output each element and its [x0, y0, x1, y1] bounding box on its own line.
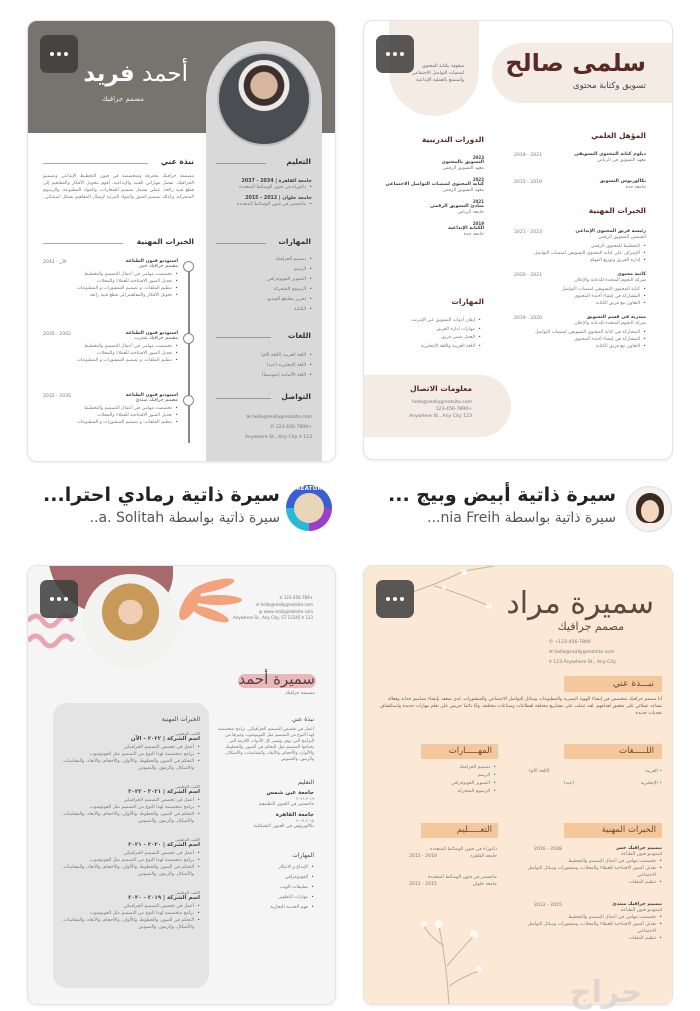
- floral-branch-decoration: [419, 906, 489, 1005]
- resume-name: سلمى صالح: [505, 49, 646, 77]
- bullet: • تنظيم الملفات، و تصميم المنشورات و المطبوعات: [43, 285, 178, 292]
- place: شركة النجوم المتحدة للدعاية والإعلان: [574, 321, 646, 326]
- skills-list: [210, 255, 312, 315]
- text: • أعمل في تخصص التصميم الجرافيكي: [60, 850, 200, 857]
- creator-badge-label: CREATORS: [291, 486, 327, 492]
- address: [210, 433, 312, 443]
- text: اسم الشركة | ٢٠١٩ - ٢٠٢٠: [128, 895, 200, 901]
- place: معهد التسويق في الرياض: [597, 158, 646, 163]
- template-author[interactable]: سيرة ذاتية بواسطة nia Freih...: [427, 510, 616, 526]
- experience-list: [514, 229, 646, 350]
- skill: • إتقان أدوات التسويق عبر الإنترنت: [369, 317, 481, 326]
- title: متدربة في قسم التسويق: [586, 315, 646, 320]
- skill: • تحرير مقاطع الفيديو: [210, 295, 312, 305]
- text: • برامج متخصصة لهذا النوع من التصميم مثل الفوتوشوب: [60, 910, 200, 917]
- skill: • الرسوم المتحركة: [210, 285, 312, 295]
- skills-heading: المهارات: [292, 852, 314, 859]
- skill: • التصوير الفوتوغرافي: [210, 275, 312, 285]
- text: • التحكم في الصور، والخطوط، والألوان، والأحجام، والأبعاد، والمقاسات، والأشكال، والرموز، والنصوص: [60, 811, 200, 825]
- experience-item: [60, 890, 200, 931]
- text: • برامج متخصصة لهذا النوع من التصميم مثل الفوتوشوب: [60, 751, 200, 758]
- experience-item: [43, 259, 178, 299]
- text: hello@reallygreatsite.com: [251, 415, 312, 420]
- about-text: مصممة جرافيك محترفة ومتخصصة في فنون التخطيط الإبداعي وتصميم الجرافيك. بفضل مهاراتي الفنية والإبداعية، أقوم بتحويل الأفكار والمفاهيم إلى قطع فنية رائعة. عملي يشمل تصميم الشعارات، والمواد المطبوعة، والرسوم المتحركة، وكذلك تصميم الصور والمواد المرئية لإيصال المفاهيم بشكل استثنائي.: [43, 174, 194, 200]
- experience-heading: الخبرات المهنية: [136, 237, 194, 246]
- role: مصمم جرافيك مبتدئ: [135, 398, 178, 403]
- bullet: • تخصصت مهامي في أعمال التصميم والتخطيط: [43, 271, 178, 278]
- courses-heading: الدورات التدريبية: [421, 135, 484, 144]
- text: hello@reallygreatsite.com: [554, 650, 615, 655]
- text: استوديو فنون الطباعة: [620, 908, 662, 913]
- text: • تعديل الصور الافتتاحية للعملاء والمجلات، ومنشورات وسائل التواصل الاجتماعي: [514, 865, 662, 879]
- title: دبلوم كتابة المحتوى التسويقي: [574, 152, 646, 157]
- text: • برامج متخصصة لهذا النوع من التصميم مثل الفوتوشوب: [60, 804, 200, 811]
- language: • اللغة الإنجليزية (جيد): [210, 361, 312, 371]
- skills-list: [404, 764, 496, 796]
- contact-list: [384, 399, 472, 420]
- text: • التصوير الفوتوغرافي: [404, 780, 496, 788]
- text: 123 Anywhere St., Any City: [553, 660, 617, 665]
- divider: [216, 163, 266, 164]
- text: اللقب الوظيفي: [174, 890, 200, 895]
- skills-heading: المهـــــارات: [421, 744, 498, 759]
- text: 2021: [472, 199, 484, 204]
- degree: • دكتوراه في فنون الوسائط المتعددة: [210, 184, 312, 191]
- template-title[interactable]: سيرة ذاتية رمادي احترا...: [43, 484, 280, 506]
- email: hello@reallygreatsite.com: [411, 400, 472, 405]
- text: 2015 - 2012: [534, 903, 562, 908]
- degree: ماجستير في فنون الوسائط المتعددة: [427, 875, 497, 880]
- text: جامعة حلوان: [472, 882, 497, 887]
- text: 123 Anywhere St., Any City: [244, 435, 312, 440]
- resume-job: مصمم جرافيك: [557, 620, 624, 633]
- bullet: • الإشراف على كتابة المحتوى التسويقي لمنصات التواصل: [526, 250, 646, 257]
- language: • اللغة العربية (اللغة الأم): [210, 351, 312, 361]
- phone-icon: ✆: [270, 425, 275, 430]
- place: جامعة جدة: [625, 185, 646, 190]
- text: (جيد): [563, 781, 574, 786]
- school: جامعة القاهرة | 2034 - 2037: [241, 179, 312, 184]
- phone: [210, 423, 312, 433]
- contact-heading: معلومات الاتصال: [410, 384, 472, 393]
- skills-list: [218, 863, 314, 913]
- education-heading: التعليم: [298, 779, 314, 786]
- course: [374, 177, 484, 194]
- text: العربية: [645, 769, 658, 774]
- skills-heading: المهارات: [451, 297, 484, 306]
- email: [218, 601, 313, 608]
- dates: ٢٠١٩-٢٠٢١: [296, 796, 314, 801]
- text: 2019: [472, 221, 484, 226]
- education-heading: التعـــــليم: [421, 823, 498, 838]
- contact-list: [210, 413, 312, 443]
- text: • الفوتوغرافي: [218, 873, 314, 883]
- experience-item: [43, 393, 178, 426]
- bullet: • التعاون مع فريق الكتابة: [526, 300, 646, 307]
- text: • التحكم في الصور، والخطوط، والألوان، والأحجام، والأبعاد، والمقاسات، والأشكال، والرموز، والنصوص: [60, 864, 200, 878]
- text: اسم الشركة | ٢٠٢٢ - الآن: [130, 736, 200, 742]
- dates: 2042 - الآن: [43, 260, 67, 265]
- education-heading: المؤهل العلمي: [591, 131, 646, 140]
- school-dates: [409, 853, 497, 860]
- text: www.reallygreatsite.com: [263, 609, 313, 614]
- text: • فهم الخدمة التجارية: [218, 903, 314, 913]
- title: كاتبة محتوى: [617, 272, 646, 277]
- skill: • تصميم الجرافيك: [210, 255, 312, 265]
- resume-job: مصمم جرافيك: [101, 95, 144, 103]
- caption-grey-resume[interactable]: [43, 484, 280, 526]
- text: التسويق بالمحتوى: [441, 160, 484, 165]
- experience-heading: الخبرات المهنية: [588, 206, 646, 215]
- mail-icon: ✉: [246, 415, 251, 420]
- text: • تطبيقات الويب: [218, 883, 314, 893]
- text: • تعديل الصور الافتتاحية للعملاء والمجلات، ومنشورات وسائل التواصل الاجتماعي: [514, 921, 662, 935]
- about-heading: نبذة عني: [160, 157, 194, 166]
- about-heading: نبذة عني: [291, 716, 314, 723]
- text: • الإبداع و الابتكار: [218, 863, 314, 873]
- experience-item: [514, 846, 662, 886]
- resume-job: تسويق وكتابة محتوى: [572, 81, 646, 91]
- title: رئيسة فريق المحتوى الإبداعي: [575, 229, 646, 234]
- experience-item: [514, 272, 646, 307]
- text: • الرسوم المتحركة: [404, 788, 496, 796]
- role: مصمم جرافيك خبير: [139, 264, 178, 269]
- text: اسم الشركة | ٢٠٢١ - ٢٠٢٢: [128, 789, 200, 795]
- text: • أعمل في تخصص التصميم الجرافيكي: [60, 797, 200, 804]
- experience-item: [514, 229, 646, 264]
- contact-heading: التواصل: [281, 392, 311, 401]
- education-list: [210, 179, 312, 208]
- phone-icon: ✆: [549, 640, 553, 645]
- text: معهد التسويق الرقمي: [442, 166, 484, 171]
- text: 2015 - 2012: [409, 882, 437, 887]
- divider: [43, 243, 123, 244]
- text: اللقب الوظيفي: [174, 731, 200, 736]
- resume-job: مصممة جرافيك: [285, 691, 315, 696]
- creator-avatar-illustration[interactable]: [626, 486, 672, 532]
- company: استوديو فنون الطباعة: [125, 259, 178, 264]
- education-list: [514, 152, 646, 201]
- bullet: • تعديل الصور الافتتاحية للعملاء والمجلات: [43, 412, 178, 419]
- text: 2022: [472, 177, 484, 182]
- title: بكالوريوس التسويق: [599, 179, 646, 184]
- resume-name: سميرة أحمد: [238, 670, 315, 688]
- text: جامعة الرياض: [457, 210, 484, 215]
- profile-photo: [83, 574, 178, 669]
- languages-list: [210, 351, 312, 381]
- text: جامعة جدة: [463, 232, 484, 237]
- dates: 2042 - 2035: [43, 332, 71, 337]
- text: +123-456-7890: [275, 425, 312, 430]
- text: • مهارات التطوير: [218, 893, 314, 903]
- text: الكتابة الإبداعية: [448, 226, 484, 231]
- divider: [43, 163, 148, 164]
- divider: [216, 243, 266, 244]
- experience-item: [514, 315, 646, 350]
- about-heading: نبـــذة عني: [564, 676, 662, 692]
- website: [218, 608, 313, 615]
- timeline-dot: [183, 333, 194, 344]
- text: +123-456-789: [283, 595, 313, 600]
- skill: • الرسم: [210, 265, 312, 275]
- company: استوديو فنون الطباعة: [125, 393, 178, 398]
- bullet: • إدارة الفريق وتوزيع المهام: [526, 257, 646, 264]
- text: استوديو فنون الطباعة: [620, 852, 662, 857]
- mail-icon: ✉: [256, 602, 260, 607]
- education-list: [409, 846, 497, 888]
- bullet: • تنظيم الملفات، و تصميم المنشورات و المطبوعات: [43, 357, 178, 364]
- skills-list: [369, 317, 481, 351]
- place: شركة النجوم المتحدة للدعاية والإعلان: [574, 278, 646, 283]
- text: • الرسم: [404, 772, 496, 780]
- email: [549, 648, 659, 658]
- dates: ٢٠١٥-٢٠١٩: [296, 818, 314, 823]
- phone: [549, 638, 659, 648]
- text: جامعة القاهرة: [470, 854, 497, 859]
- text: • تخصصت مهامي في أعمال التصميم والتخطيط: [514, 858, 662, 865]
- resume-name: سميرة مراد: [506, 586, 654, 621]
- bullets: [43, 343, 178, 364]
- languages-heading: اللغات: [287, 331, 311, 340]
- text: 2018 - 2015: [409, 854, 437, 859]
- text: كتابة المحتوى لمنصات التواصل الاجتماعي: [385, 182, 484, 187]
- skills-heading: المهارات: [278, 237, 311, 246]
- right-column: [218, 716, 314, 913]
- location-pin-icon: ⌾: [301, 615, 305, 620]
- contact-list: [218, 594, 313, 621]
- divider: [216, 398, 271, 399]
- degree: ماجستير في الفنون التطبيقية: [258, 802, 314, 807]
- bullet: • التخطيط للمحتوى الرقمي: [526, 243, 646, 250]
- text: اللقب الوظيفي: [174, 837, 200, 842]
- name-last: فريد: [83, 61, 135, 87]
- more-options-button[interactable]: [40, 35, 78, 73]
- bullet: • تعديل الصور الافتتاحية للعملاء والمجلات: [43, 278, 178, 285]
- phone: [218, 594, 313, 601]
- skill: • اللغة العربية واللغة الإنجليزية: [369, 343, 481, 352]
- company: استوديو فنون الطباعة: [125, 331, 178, 336]
- bullet: • تخصصت مهامي في أعمال التصميم والتخطيط: [43, 405, 178, 412]
- dates: 2015 - 2019: [514, 180, 542, 185]
- text: اللقب الوظيفي: [174, 784, 200, 789]
- divider: [216, 337, 271, 338]
- text: الإنجليزية: [640, 781, 658, 786]
- text: • تنظيم الملفات: [514, 935, 662, 942]
- dates: 2019 - 2021: [514, 153, 542, 158]
- course: [374, 199, 484, 216]
- skill: • الكتابة: [210, 305, 312, 315]
- more-options-button[interactable]: [40, 580, 78, 618]
- text: • أعمل في تخصص التصميم الجرافيكي: [60, 744, 200, 751]
- template-card-samira-murad-resume[interactable]: [363, 565, 673, 1005]
- language: • اللغة الألمانية (متوسط): [210, 371, 312, 381]
- languages-heading: اللـــــغات: [564, 744, 662, 759]
- text: 2023: [472, 155, 484, 160]
- role: مصمم جرافيك متدرب: [134, 336, 178, 341]
- text: +123-456-7890: [554, 640, 591, 645]
- experience-item: [60, 731, 200, 772]
- template-title[interactable]: سيرة ذاتية أبيض وبيج ...: [388, 484, 616, 506]
- location-pin-icon: ⌾: [298, 435, 302, 440]
- text: 123 Anywhere St., Any City, ST 12345: [233, 615, 313, 620]
- language: • الإنجليزية (جيد): [529, 778, 662, 790]
- address: 123 Anywhere St., Any City: [409, 414, 472, 419]
- school: جامعة عين شمس: [266, 790, 314, 796]
- location-pin-icon: ⌾: [549, 660, 552, 665]
- intro-line: شغوفة بكتابة المحتوى: [421, 64, 464, 69]
- dates: 2035 - 2032: [43, 394, 71, 399]
- text: 2038 - 2016: [534, 847, 562, 852]
- address: [549, 658, 659, 668]
- bullet: • المشاركة في إنشاء أجندة المحتوى: [526, 293, 646, 300]
- experience-list: [514, 846, 662, 942]
- experience-item: [60, 837, 200, 878]
- text: • التحكم في الصور، والخطوط، والألوان، والأحجام، والأبعاد، والمقاسات، والأشكال، والرموز، والنصوص: [60, 917, 200, 931]
- school: جامعة القاهرة: [275, 812, 314, 818]
- phone: +123-456-7890: [435, 407, 472, 412]
- text: • التحكم في الصور، والخطوط، والألوان، والأحجام، والأبعاد، والمقاسات، والأشكال، والرموز، والنصوص: [60, 758, 200, 772]
- timeline-dot: [183, 261, 194, 272]
- dates: 2020 - 2021: [514, 273, 542, 278]
- school: جامعة حلوان | 2012 - 2015: [245, 196, 312, 201]
- bullet: • تنظيم الملفات، و تصميم المنشورات و المطبوعات: [43, 419, 178, 426]
- about-text: أعمل في تخصص التصميم الجرافيكي، برامج متخصصة لهذا النوع من التصميم مثل الفوتوشوب وغيرها من البرامج التي توفر وتيسر كل الأدوات اللازمة التي يحتاجها المصمم مثل التحكم في الصور، والخطوط، والألوان، والأحجام، والأبعاد، والمقاسات، والأشكال، والرموز، والنصوص: [218, 727, 314, 762]
- bullets: [43, 271, 178, 299]
- intro-line: وأستمتع بالعملية الإبداعية: [416, 78, 464, 83]
- bullet: • كتابة المحتوى التسويقي لمنصات التواصل: [526, 286, 646, 293]
- skill: • مهارات إدارة الفريق: [369, 326, 481, 335]
- name-first: أحمد: [142, 61, 188, 87]
- bullet: • المشاركة في كتابة المحتوى التسويقي لمنصات التواصل: [526, 329, 646, 336]
- template-card-samira-ahmed-resume[interactable]: [27, 565, 336, 1005]
- text: • تصميم الجرافيك: [404, 764, 496, 772]
- bullets: [43, 405, 178, 426]
- creator-avatar-canvassador[interactable]: [286, 485, 332, 531]
- watermark-logo: حراج: [570, 975, 643, 1010]
- text: hello@reallygreatsite.com: [260, 602, 313, 607]
- timeline-line: [188, 265, 190, 443]
- template-card-grey-resume[interactable]: [27, 20, 336, 462]
- course: [374, 221, 484, 238]
- text: • برامج متخصصة لهذا النوع من التصميم مثل الفوتوشوب: [60, 857, 200, 864]
- courses-list: [374, 155, 484, 238]
- more-options-button[interactable]: [376, 580, 414, 618]
- caption-white-beige-resume[interactable]: [388, 484, 616, 526]
- experience-heading: الخبرات المهنية: [564, 823, 662, 838]
- address: [218, 615, 313, 621]
- experience-heading: الخبرات المهنية: [161, 716, 200, 723]
- experience-item: [514, 902, 662, 942]
- text: (اللغة الأم): [529, 769, 550, 774]
- globe-icon: ◍: [258, 609, 263, 614]
- email: [210, 413, 312, 423]
- template-author[interactable]: سيرة ذاتية بواسطة a. Solitah..: [89, 510, 280, 526]
- skill: • العمل ضمن فريق: [369, 334, 481, 343]
- languages-list: [529, 766, 662, 790]
- timeline-dot: [183, 395, 194, 406]
- bullet: • المشاركة في إنشاء أجندة المحتوى: [526, 336, 646, 343]
- school-dates: [409, 881, 497, 888]
- text: • تنظيم الملفات: [514, 879, 662, 886]
- bullet: • تحويل الأفكار والمفاهيم إلى قطع فنية رائعة: [43, 292, 178, 299]
- phone-icon: ✆: [279, 595, 283, 600]
- bullet: • التعاون مع فريق الكتابة: [526, 343, 646, 350]
- degree: بكالوريوس في الفنون التشكيلية: [253, 824, 314, 829]
- text: اسم الشركة | ٢٠٢٠ - ٢٠٢١: [128, 842, 200, 848]
- dates: 2019 - 2020: [514, 316, 542, 321]
- language: • العربية (اللغة الأم): [529, 766, 662, 778]
- bullet: • تعديل الصور الافتتاحية للعملاء والمجلات: [43, 350, 178, 357]
- degree: دكتوراه في فنون الوسائط المتعددة: [430, 847, 497, 852]
- experience-section: [60, 716, 200, 931]
- contact-list: [549, 638, 659, 668]
- dates: 2021 - 2023: [514, 230, 542, 235]
- education-heading: التعليم: [286, 157, 311, 166]
- course: [374, 155, 484, 172]
- text: • أعمل في تخصص التصميم الجرافيكي: [60, 903, 200, 910]
- bullet: • تخصصت مهامي في أعمال التصميم والتخطيط: [43, 343, 178, 350]
- experience-item: [60, 784, 200, 825]
- mail-icon: ✉: [549, 650, 553, 655]
- text: معهد التسويق الرقمي: [442, 188, 484, 193]
- more-options-button[interactable]: [376, 35, 414, 73]
- place: الشمس للتسويق الرقمي: [598, 235, 646, 240]
- text: مبادئ التسويق الرقمي: [430, 204, 484, 209]
- template-card-white-beige-resume[interactable]: [363, 20, 673, 460]
- about-text: أنا مصمم جرافيك متخصص في إنشاء الهوية البصرية والمطبوعات وسائل التواصل الاجتماعي والمنشورات. لدي شغف بإنشاء تصاميم جذابة وفعالة تساعد عملائي على تحقيق أهدافهم. لقد عملت على مشاريع مختلفة لقطاعات وصناعات مختلفة، وأنا دائما حريص على تعلم مهارات جديدة واستكشاف تحديات جديدة: [379, 697, 662, 716]
- text: • تخصصت مهامي في أعمال التصميم والتخطيط: [514, 914, 662, 921]
- experience-item: [43, 331, 178, 364]
- degree: • ماجستير في فنون الوسائط المتعددة: [210, 201, 312, 208]
- text: مصمم جرافيك خبير: [615, 846, 662, 851]
- intro-line: لمنصات التواصل الاجتماعي: [412, 71, 464, 76]
- text: مصمم جرافيك مبتدئ: [612, 902, 662, 907]
- profile-photo: [217, 52, 311, 146]
